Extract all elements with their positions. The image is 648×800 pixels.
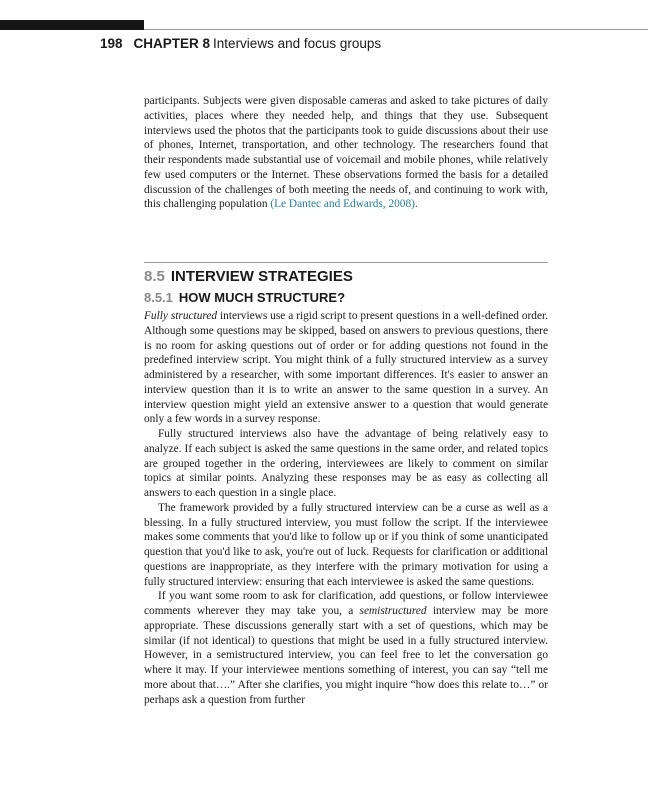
main-body [144, 309, 548, 707]
section-title: INTERVIEW STRATEGIES [170, 268, 353, 285]
intro-block [144, 94, 548, 212]
header-bar [0, 20, 144, 30]
subsection-heading [144, 290, 345, 305]
section-divider [144, 262, 548, 263]
subsection-title: HOW MUCH STRUCTURE? [178, 290, 346, 305]
paragraph-2: Fully structured interviews also have the advantage of being relatively easy to analyze. If each subject is asked the same questions in the same order, and related topics are grouped together in the ordering, interviewees are likely to comment on similar topics at similar points. Analyzing these responses may be as easy as collecting all answers to each question in a single place. [144, 428, 548, 499]
paragraph-1: Fully structured interviews use a rigid script to present questions in a well-defined order. Although some questions may be skipped, based on answers to previous questions, there is no room for asking questions out of order or for adding questions not found in the predefined interview script. You might think of a fully structured interview as a survey administered by a researcher, with some important differences. It's easier to answer an interview question than it is to write an answer to the same question in a survey. An interview question might yield an extensive answer to a question that would generate only a few words in a survey response. [144, 310, 548, 426]
section-heading [144, 268, 353, 285]
header-rule [144, 29, 648, 30]
intro-paragraph: participants. Subjects were given disposable cameras and asked to take pictures of daily activities, places where they needed help, and things that they use. Subsequent interviews used the photos that the participants took to guide discussions about their use of phones, Internet, transportation, and other technology. The researchers found that their respondents made substantial use of voicemail and mobile phones, while relatively few used computers or the Internet. These observations formed the basis for a detailed discussion of the challenges of both meeting the needs of, and continuing to work with, this challenging population (Le Dantec and Edwards, 2008). [144, 95, 548, 211]
chapter-label: CHAPTER 8 [133, 36, 211, 51]
subsection-number: 8.5.1 [144, 290, 173, 305]
section-number: 8.5 [144, 268, 165, 285]
chapter-title: Interviews and focus groups [213, 36, 382, 51]
paragraph-4: If you want some room to ask for clarification, add questions, or follow interviewee comments wherever they may take you, a semistructured interview may be more appropriate. These discussions generally start with a set of questions, which may be similar (if not identical) to questions that might be used in a fully structured interview. However, in a semistructured interview, you can feel free to let the conversation go where it may. If your interviewee mentions something of interest, you can say “tell me more about that….” After she clarifies, you might inquire “how does this relate to…” or perhaps ask a question from further [144, 590, 548, 706]
paragraph-3: The framework provided by a fully structured interview can be a curse as well as a blessing. In a fully structured interview, you must follow the script. If the interviewee makes some comments that you'd like to follow up or if you think of some unanticipated question that you'd like to ask, you're out of luck. Requests for clarification or additional questions are inappropriate, as they interfere with the primary motivation for using a fully structured interview: ensuring that each interviewee is asked the same questions. [144, 501, 548, 588]
running-head [100, 36, 381, 51]
term-semistructured: semistructured [359, 605, 427, 617]
term-fully-structured: Fully structured [144, 310, 218, 322]
citation-link[interactable]: (Le Dantec and Edwards, 2008) [270, 198, 415, 211]
page-number: 198 [100, 36, 123, 51]
